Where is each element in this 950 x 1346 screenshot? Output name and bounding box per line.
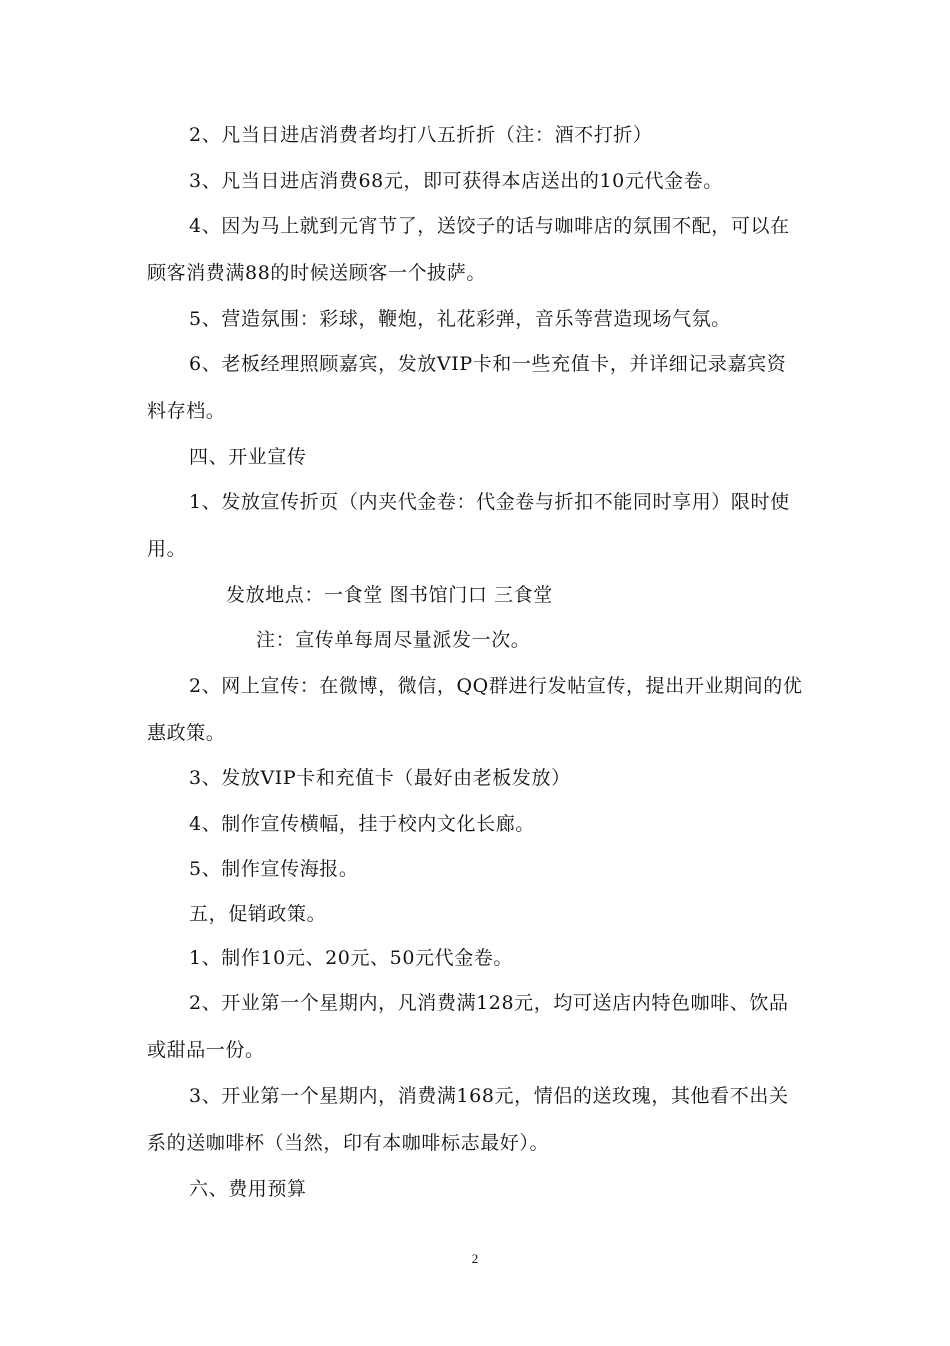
text-line: 或甜品一份。	[147, 1039, 265, 1061]
text-line: 3、发放VIP卡和充值卡（最好由老板发放）	[189, 767, 571, 789]
text-line: 顾客消费满88的时候送顾客一个披萨。	[147, 262, 486, 284]
text-line: 系的送咖啡杯（当然，印有本咖啡标志最好）。	[147, 1132, 550, 1154]
text-line: 2、开业第一个星期内，凡消费满128元，均可送店内特色咖啡、饮品	[189, 992, 789, 1014]
text-line: 发放地点：一食堂 图书馆门口 三食堂	[226, 584, 553, 606]
page-number: 2	[471, 1251, 479, 1266]
section-heading: 四、开业宣传	[189, 446, 307, 468]
section-heading: 六、费用预算	[189, 1178, 307, 1200]
text-line: 4、因为马上就到元宵节了，送饺子的话与咖啡店的氛围不配，可以在	[189, 215, 790, 237]
text-line: 注：宣传单每周尽量派发一次。	[256, 629, 531, 651]
text-line: 2、凡当日进店消费者均打八五折折（注：酒不打折）	[189, 124, 653, 146]
text-line: 5、制作宣传海报。	[189, 858, 359, 880]
text-line: 5、营造氛围：彩球，鞭炮，礼花彩弹，音乐等营造现场气氛。	[189, 308, 731, 330]
text-line: 惠政策。	[147, 722, 226, 744]
text-line: 3、开业第一个星期内，消费满168元，情侣的送玫瑰，其他看不出关	[189, 1085, 789, 1107]
text-line: 2、网上宣传：在微博，微信，QQ群进行发帖宣传，提出开业期间的优	[189, 675, 803, 697]
text-line: 4、制作宣传横幅，挂于校内文化长廊。	[189, 813, 535, 835]
text-line: 1、发放宣传折页（内夹代金卷：代金卷与折扣不能同时享用）限时使	[189, 491, 790, 513]
text-line: 1、制作10元、20元、50元代金卷。	[189, 947, 514, 969]
text-line: 3、凡当日进店消费68元，即可获得本店送出的10元代金卷。	[189, 170, 723, 192]
text-line: 料存档。	[147, 400, 226, 422]
text-line: 6、老板经理照顾嘉宾，发放VIP卡和一些充值卡，并详细记录嘉宾资	[189, 353, 787, 375]
section-heading: 五，促销政策。	[189, 903, 327, 925]
text-line: 用。	[147, 538, 187, 560]
